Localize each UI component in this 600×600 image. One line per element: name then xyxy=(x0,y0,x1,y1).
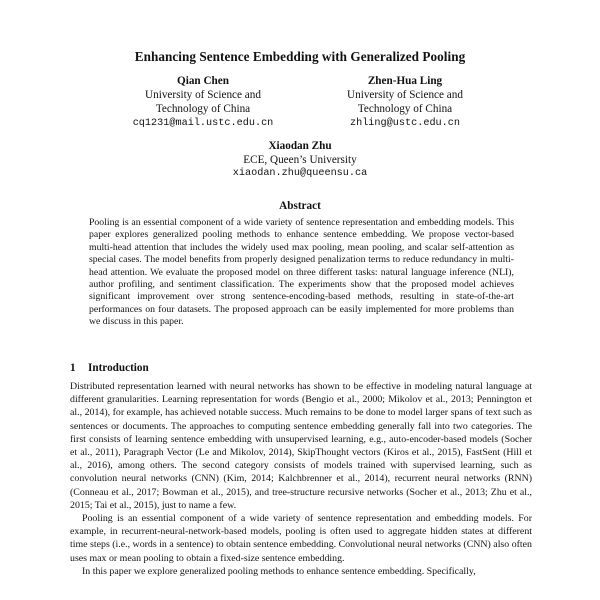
section-heading xyxy=(70,362,149,374)
author-affiliation: University of Science and xyxy=(347,89,463,102)
author-block-1 xyxy=(118,74,288,131)
author-affiliation: Technology of China xyxy=(155,103,251,116)
section-title: Introduction xyxy=(88,362,149,374)
abstract-text: Pooling is an essential component of a wide variety of sentence representation and embedding models. This paper explores generalized pooling methods to enhance sentence embedding. We propose vector-based multi-head attention that includes the widely used max pooling, mean pooling, and scalar self-attention as special cases. The model benefits from properly designed penalization terms to reduce redundancy in multi-head attention. We evaluate the proposed model on three different tasks: natural language inference (NLI), author profiling, and sentiment classification. The experiments show that the proposed model achieves significant improvement over strong sentence-encoding-based methods, resulting in state-of-the-art performances on four datasets. The proposed approach can be easily implemented for more problems than we discuss in this paper. xyxy=(89,217,514,328)
author-email: zhling@ustc.edu.cn xyxy=(349,117,461,129)
body-paragraph: Pooling is an essential component of a wide variety of sentence representation and embedding models. For example, in recurrent-neural-network-based models, pooling is often used to aggregate hidden states at different time steps (i.e., words in a sentence) to obtain sentence embedding. Convolutional neural networks (CNN) also often uses max or mean pooling to obtain a fixed-size sentence embedding. xyxy=(70,513,532,564)
author-email: cq1231@mail.ustc.edu.cn xyxy=(132,117,274,129)
author-affiliation: University of Science and xyxy=(145,89,261,102)
paper-title: Enhancing Sentence Embedding with Generalized Pooling xyxy=(134,49,466,64)
section-body xyxy=(70,380,532,578)
author-name: Zhen-Hua Ling xyxy=(367,75,443,87)
author-block-2 xyxy=(320,74,490,131)
author-email: xiaodan.zhu@queensu.ca xyxy=(232,168,368,180)
body-paragraph: In this paper we explore generalized pooling methods to enhance sentence embedding. Specifically, xyxy=(82,565,476,577)
author-block-3 xyxy=(200,139,400,182)
author-name: Xiaodan Zhu xyxy=(268,140,332,152)
abstract-heading: Abstract xyxy=(279,200,321,212)
body-paragraph: Distributed representation learned with neural networks has shown to be effective in modeling natural language at different granularities. Learning representation for words (Bengio et al., 2000; Mikolov et al., 2013; Pennington et al., 2014), for example, has achieved notable success. Much remains to be done to model larger spans of text such as sentences or documents. The approaches to computing sentence embedding generally fall into two categories. The first consists of learning sentence embedding with unsupervised learning, e.g., auto-encoder-based models (Socher et al., 2011), Paragraph Vector (Le and Mikolov, 2014), SkipThought vectors (Kiros et al., 2015), FastSent (Hill et al., 2016), among others. The second category consists of models trained with supervised learning, such as convolution neural networks (CNN) (Kim, 2014; Kalchbrenner et al., 2014), recurrent neural networks (RNN) (Conneau et al., 2017; Bowman et al., 2015), and tree-structure recursive networks (Socher et al., 2013; Zhu et al., 2015; Tai et al., 2015), just to name a few. xyxy=(70,381,532,511)
author-affiliation: Technology of China xyxy=(357,103,453,116)
author-name: Qian Chen xyxy=(177,75,229,87)
section-number: 1 xyxy=(70,362,76,374)
author-affiliation: ECE, Queen’s University xyxy=(243,154,357,167)
